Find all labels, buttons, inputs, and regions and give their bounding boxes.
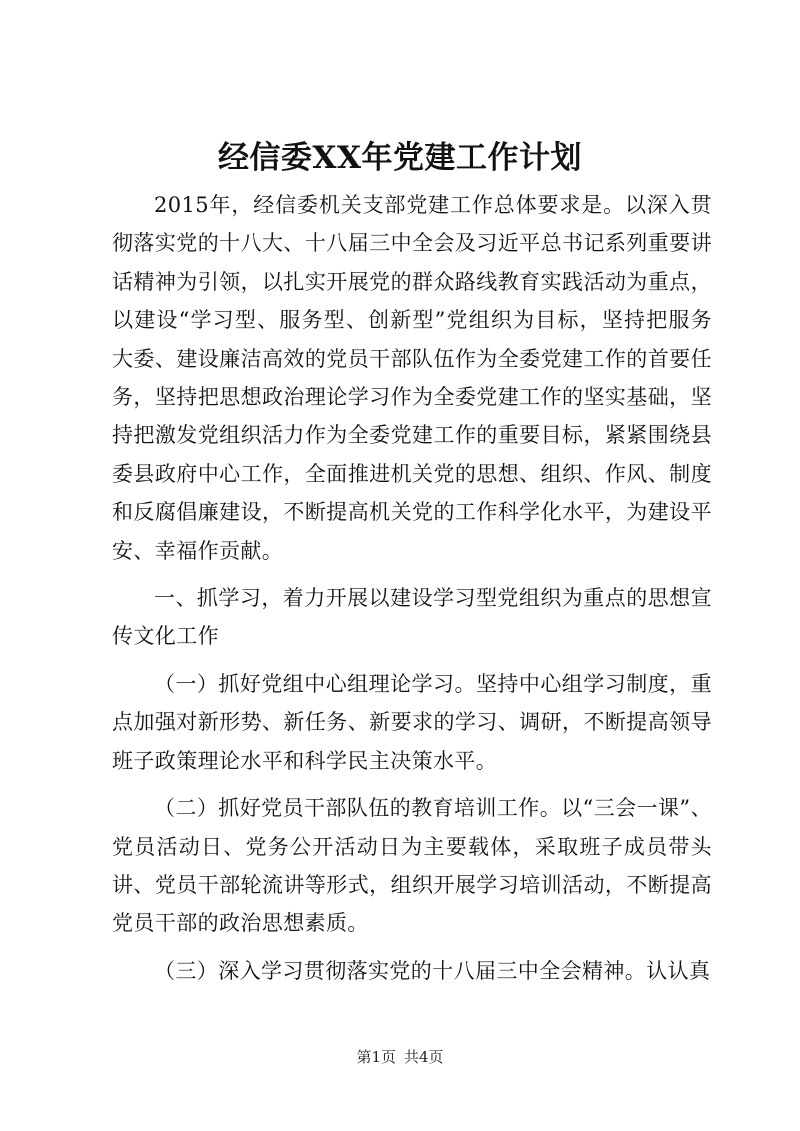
paragraph-section-one-heading: 一、抓学习，着力开展以建设学习型党组织为重点的思想宣传文化工作 [112,586,712,649]
document-body [112,186,712,990]
paragraph-item-one: （一）抓好党组中心组理论学习。坚持中心组学习制度，重点加强对新形势、新任务、新要求的学习、调研，不断提高领导班子政策理论水平和科学民主决策水平。 [112,671,712,773]
page-total: 共4页 [404,1048,444,1066]
paragraph-item-two: （二）抓好党员干部队伍的教育培训工作。以“三会一课”、党员活动日、党务公开活动日为主要载体，采取班子成员带头讲、党员干部轮流讲等形式，组织开展学习培训活动，不断提高党员干部的政治思想素质。 [112,796,712,936]
document-title: 经信委XX年党建工作计划 [217,140,583,176]
paragraph-item-three: （三）深入学习贯彻落实党的十八届三中全会精神。认认真 [154,958,711,983]
page-number: 第1页 [356,1048,396,1066]
paragraph-intro: 2015年，经信委机关支部党建工作总体要求是。以深入贯彻落实党的十八大、十八届三中全会及习近平总书记系列重要讲话精神为引领，以扎实开展党的群众路线教育实践活动为重点，以建设“学习型、服务型、创新型”党组织为目标，坚持把服务大委、建设廉洁高效的党员干部队伍作为全委党建工作的首要任务，坚持把思想政治理论学习作为全委党建工作的坚实基础，坚持把激发党组织活力作为全委党建工作的重要目标，紧紧围绕县委县政府中心工作，全面推进机关党的思想、组织、作风、制度和反腐倡廉建设，不断提高机关党的工作科学化水平，为建设平安、幸福作贡献。 [112,193,712,563]
page-footer [0,1047,800,1067]
